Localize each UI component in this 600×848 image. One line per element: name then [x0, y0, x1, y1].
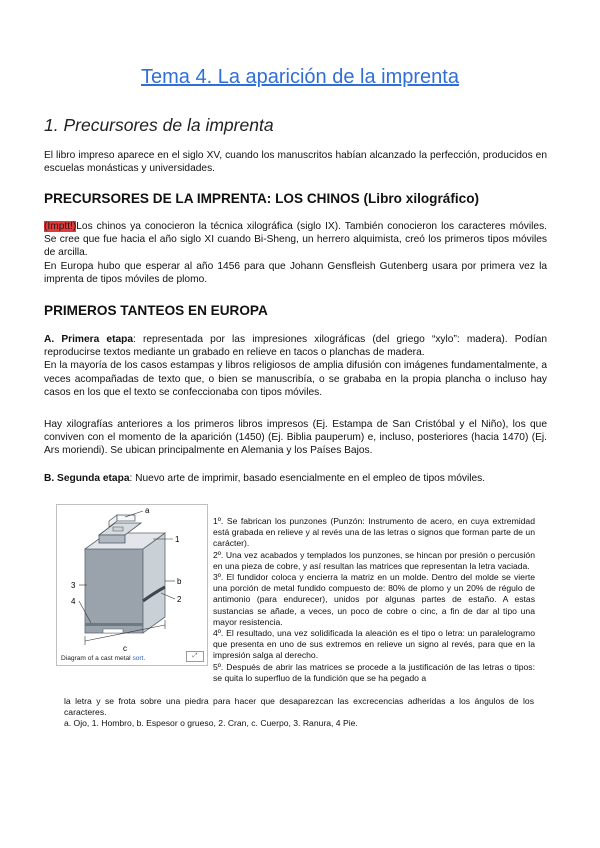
- etapa-a-label: A. Primera etapa: [44, 334, 134, 345]
- label-b: b: [177, 577, 182, 586]
- etapa-b-paragraph: [44, 472, 547, 485]
- type-sort-diagram: [57, 505, 207, 665]
- label-c: c: [123, 644, 127, 653]
- etapa-a-text: : representada por las impresiones xilográficas (del griego “xylo”: madera). Podían reproducirse textos mediante un grabado en relieve en tacos o planchas de madera.: [44, 334, 548, 359]
- etapa-a-paragraph: [44, 333, 547, 399]
- xilografias-paragraph: Hay xilografías anteriores a los primeros libros impresos (Ej. Estampa de San Cristóbal y el Niño), los que conviven con el momento de la aparición (1450) (Ej. Biblia pauperum) e, incluso, posteriores (hacia 1470) (Ej. Ars moriendi). Se ubican principalmente en Alemania y los Países Bajos.: [44, 419, 547, 457]
- etapa-a-detail: En la mayoría de los casos estampas y libros religiosos de amplia difusión con imágenes fundamentalmente, a veces acompañadas de texto que, o bien se manuscribía, o se grababa en la propia plancha o incluso hay casos en los que el texto se confeccionaba con tipos móviles.: [44, 360, 547, 398]
- label-3: 3: [71, 581, 76, 590]
- enlarge-icon[interactable]: ⤢: [186, 651, 204, 662]
- steps-continuation: la letra y se frota sobre una piedra para hacer que desaparezcan las excrecencias adheridas a los ángulos de los caracteres. a. Ojo, 1. Hombro, b. Espesor o grueso, 2. Cran, c. Cuerpo, 3. Ranura, 4 Pie.: [64, 696, 534, 729]
- figure-legend: a. Ojo, 1. Hombro, b. Espesor o grueso, 2. Cran, c. Cuerpo, 3. Ranura, 4 Pie.: [64, 718, 358, 729]
- label-4: 4: [71, 597, 76, 606]
- label-1: 1: [175, 535, 180, 544]
- page-title: Tema 4. La aparición de la imprenta: [141, 66, 459, 88]
- intro-paragraph: El libro impreso aparece en el siglo XV, cuando los manuscritos habían alcanzado la perfección, producidos en escuelas monásticas y universidades.: [44, 150, 547, 175]
- gutenberg-text: En Europa hubo que esperar al año 1456 para que Johann Gensfleish Gutenberg usara por primera vez la imprenta de tipos móviles de plomo.: [44, 260, 547, 285]
- figure-caption: Diagram of a cast metal sort.: [61, 655, 146, 662]
- etapa-b-label: B. Segunda etapa: [44, 473, 130, 484]
- caption-link-sort[interactable]: sort.: [132, 655, 146, 662]
- important-tag: (Imptt!): [44, 221, 77, 232]
- label-a: a: [145, 506, 150, 515]
- etapa-b-text: : Nuevo arte de imprimir, basado esencialmente en el empleo de tipos móviles.: [129, 473, 486, 484]
- cast-metal-sort-figure: [56, 504, 208, 666]
- label-2: 2: [177, 595, 182, 604]
- chinos-text: Los chinos ya conocieron la técnica xilográfica (siglo IX). También conocieron los caracteres móviles. Se cree que fue hacia el año siglo XI cuando Bi-Sheng, un herrero alquimista, creó los primeros tipos móviles de arcilla.: [44, 221, 547, 259]
- heading-los-chinos: PRECURSORES DE LA IMPRENTA: LOS CHINOS (Libro xilográfico): [44, 191, 480, 206]
- steps-paragraph: 1º. Se fabrican los punzones (Punzón: Instrumento de acero, en cuya extremidad está grabada en relieve y al revés una de las letras o signos que forman parte de un carácter). 2º. Una vez acabados y templados los punzones, se hincan por presión o percusión en una pieza de cobre, y así resultan las matrices que representan la letra vaciada. 3º. El fundidor coloca y encierra la matriz en un molde. Dentro del molde se vierte una porción de metal fundido compuesto de: 80% de plomo y un 20% de régulo de antimonio (para endurecer), unidos por algunas partes de estaño. A estas sustancias se añade, a veces, un poco de cobre o cinc, a fin de dar al tipo una mayor resistencia. 4º. El resultado, una vez solidificada la aleación es el tipo o letra: un paralelogramo que presenta en uno de sus extremos en relieve un signo al revés, para que en la impresión salga al derecho. 5º. Después de abrir las matrices se procede a la justificación de las letras o tipos: se quita lo superfluo de la fundición que se ha pegado a: [213, 516, 535, 683]
- chinos-paragraph: [44, 220, 547, 286]
- heading-europa: PRIMEROS TANTEOS EN EUROPA: [44, 303, 268, 318]
- section-heading-precursores: 1. Precursores de la imprenta: [44, 115, 274, 135]
